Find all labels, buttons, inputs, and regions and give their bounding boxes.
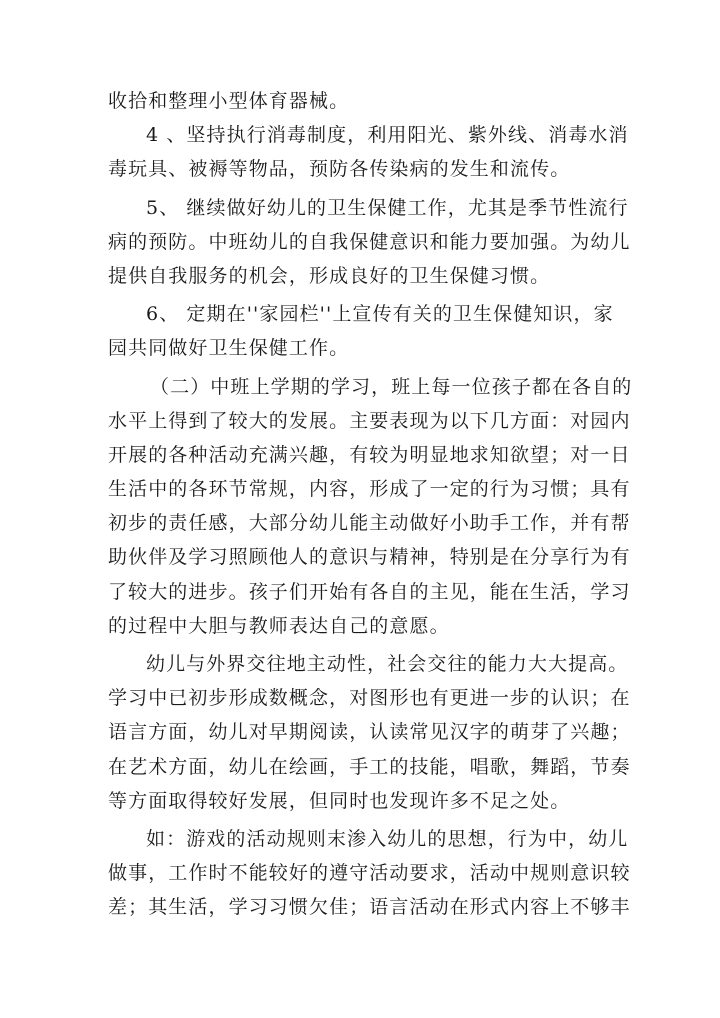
text-line: 5、 继续做好幼儿的卫生保健工作，尤其是季节性流行 xyxy=(146,196,629,219)
text-line: 园共同做好卫生保健工作。 xyxy=(108,337,350,360)
text-line: 水平上得到了较大的发展。主要表现为以下几方面：对园内 xyxy=(108,409,631,432)
text-line: 提供自我服务的机会，形成良好的卫生保健习惯。 xyxy=(108,264,551,287)
text-line: 等方面取得较好发展，但同时也发现许多不足之处。 xyxy=(108,789,571,812)
text-line: 做事，工作时不能较好的遵守活动要求，活动中规则意识较 xyxy=(108,862,631,885)
text-line: 4 、坚持执行消毒制度，利用阳光、紫外线、消毒水消 xyxy=(146,124,629,147)
text-line: 如：游戏的活动规则末渗入幼儿的思想，行为中，幼儿 xyxy=(146,827,629,850)
text-line: 差；其生活，学习习惯欠佳；语言活动在形式内容上不够丰 xyxy=(108,896,631,919)
text-line: 病的预防。中班幼儿的自我保健意识和能力要加强。为幼儿 xyxy=(108,230,631,253)
document-body xyxy=(108,84,633,925)
text-line: 在艺术方面，幼儿在绘画，手工的技能，唱歌，舞蹈，节奏 xyxy=(108,755,631,778)
text-line: 收拾和整理小型体育器械。 xyxy=(108,90,350,112)
text-line: 毒玩具、被褥等物品，预防各传染病的发生和流传。 xyxy=(108,158,571,181)
text-line: 了较大的进步。孩子们开始有各自的主见，能在生活，学习 xyxy=(108,580,631,603)
text-line: 的过程中大胆与教师表达自己的意愿。 xyxy=(108,614,450,637)
text-line: 初步的责任感，大部分幼儿能主动做好小助手工作，并有帮 xyxy=(108,512,631,535)
text-line: 助伙伴及学习照顾他人的意识与精神，特别是在分享行为有 xyxy=(108,546,631,569)
text-line: 学习中已初步形成数概念，对图形也有更进一步的认识；在 xyxy=(108,687,631,710)
text-line: （二）中班上学期的学习，班上每一位孩子都在各自的 xyxy=(150,375,633,398)
text-line: 开展的各种活动充满兴趣，有较为明显地求知欲望；对一日 xyxy=(108,443,631,466)
text-line: 幼儿与外界交往地主动性，社会交往的能力大大提高。 xyxy=(146,653,629,675)
text-line: 语言方面，幼儿对早期阅读，认读常见汉字的萌芽了兴趣； xyxy=(108,721,631,744)
text-line: 生活中的各环节常规，内容，形成了一定的行为习惯；具有 xyxy=(108,478,631,501)
text-line: 6、 定期在''家园栏''上宣传有关的卫生保健知识，家 xyxy=(146,303,614,326)
